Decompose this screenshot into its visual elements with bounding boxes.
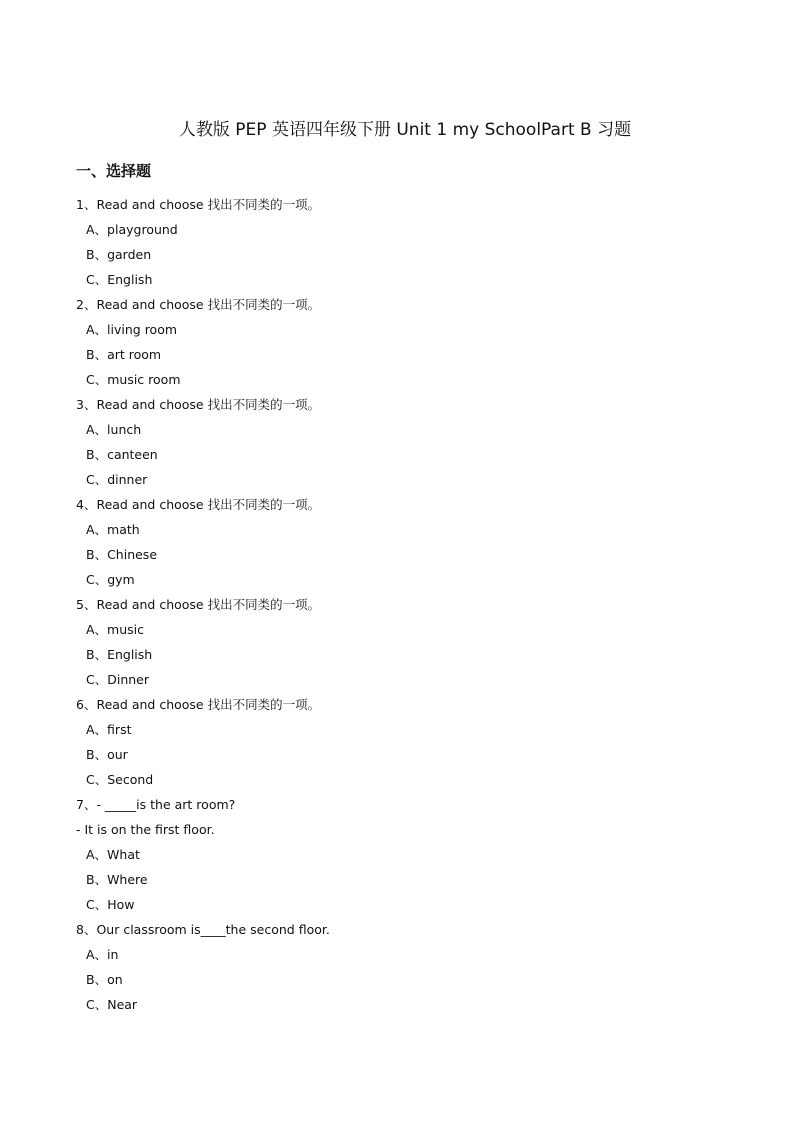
answer-option: B、Chinese (86, 547, 158, 562)
answer-option: A、What (86, 847, 140, 862)
question-text: Read and choose 找出不同类的一项。 (96, 397, 321, 412)
question-stem (76, 592, 734, 617)
answer-option: A、living room (86, 322, 178, 337)
answer-option: A、math (86, 522, 140, 537)
question-text: - _____is the art room? (96, 797, 236, 812)
answer-option: C、gym (86, 572, 135, 587)
answer-option: C、How (86, 897, 135, 912)
answer-option: C、Second (86, 772, 154, 787)
question-text: Read and choose 找出不同类的一项。 (96, 497, 321, 512)
answer-option: C、dinner (86, 472, 148, 487)
answer-option: B、our (86, 747, 128, 762)
answer-option: A、playground (86, 222, 178, 237)
answer-option: C、English (86, 272, 153, 287)
answer-option: C、Dinner (86, 672, 150, 687)
answer-option: B、English (86, 647, 153, 662)
answer-option: A、lunch (86, 422, 142, 437)
question-list (76, 192, 734, 1017)
question-text: Read and choose 找出不同类的一项。 (96, 297, 321, 312)
question-text: Our classroom is____the second floor. (96, 922, 330, 937)
question-stem (76, 192, 734, 217)
answer-option: C、music room (86, 372, 181, 387)
question-number: 1、 (76, 197, 97, 212)
answer-option: B、canteen (86, 447, 158, 462)
answer-option: C、Near (86, 997, 138, 1012)
question-number: 4、 (76, 497, 97, 512)
answer-option: B、art room (86, 347, 162, 362)
question-text-continued: - It is on the first floor. (76, 822, 215, 837)
question-stem (76, 492, 734, 517)
answer-option: A、music (86, 622, 145, 637)
answer-option: A、in (86, 947, 119, 962)
answer-option: B、garden (86, 247, 152, 262)
question-number: 8、 (76, 922, 97, 937)
question-stem (76, 292, 734, 317)
question-stem (76, 392, 734, 417)
answer-option: A、first (86, 722, 132, 737)
question-text: Read and choose 找出不同类的一项。 (96, 697, 321, 712)
question-text: Read and choose 找出不同类的一项。 (96, 597, 321, 612)
section-heading: 一、选择题 (76, 162, 152, 180)
question-number: 7、 (76, 797, 97, 812)
question-number: 2、 (76, 297, 97, 312)
question-stem (76, 792, 734, 817)
question-stem (76, 917, 734, 942)
question-number: 6、 (76, 697, 97, 712)
answer-option: B、Where (86, 872, 148, 887)
page-title: 人教版 PEP 英语四年级下册 Unit 1 my SchoolPart B 习题 (178, 120, 632, 140)
question-number: 3、 (76, 397, 97, 412)
question-text: Read and choose 找出不同类的一项。 (96, 197, 321, 212)
answer-option: B、on (86, 972, 123, 987)
question-stem (76, 692, 734, 717)
question-number: 5、 (76, 597, 97, 612)
